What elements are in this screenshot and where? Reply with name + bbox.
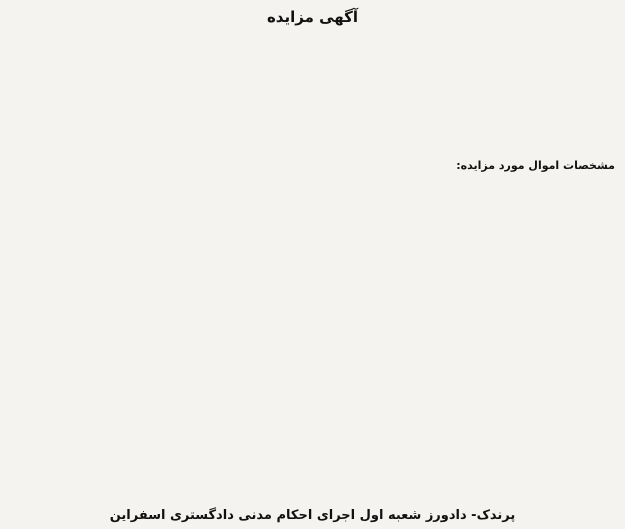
notice-body-intro bbox=[10, 32, 615, 156]
notice-title: آگهی مزایده bbox=[266, 8, 359, 26]
notice-body-assets bbox=[10, 174, 615, 438]
assets-heading: مشخصات اموال مورد مزایده: bbox=[456, 159, 615, 172]
notice-footer: پرندک- دادورز شعبه اول اجرای احکام مدنی دادگستری اسفراین bbox=[109, 508, 516, 523]
